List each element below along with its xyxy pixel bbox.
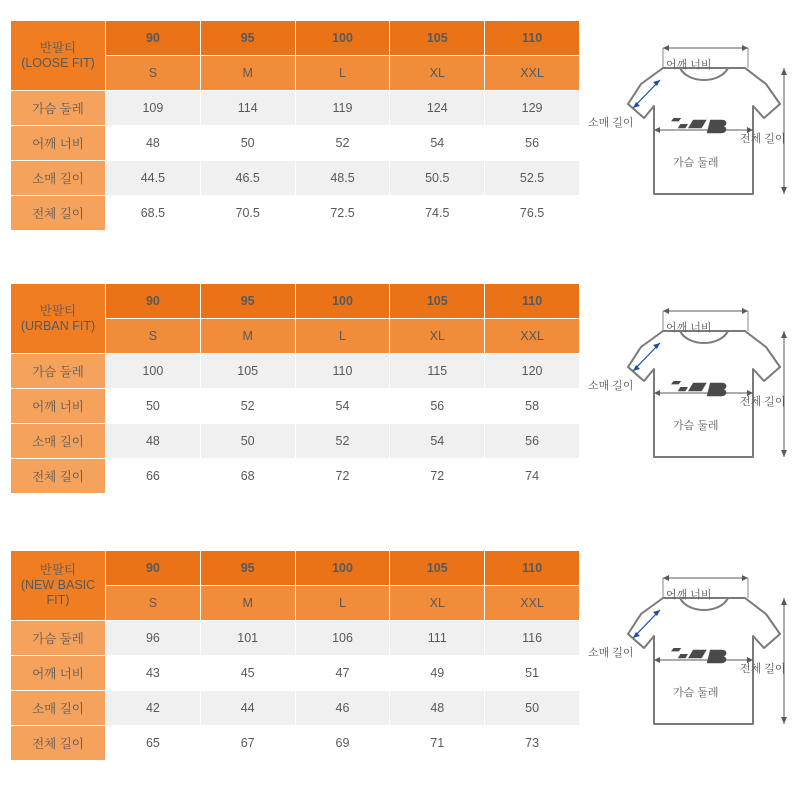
cell-shoulder-90: 48 bbox=[106, 126, 201, 161]
cell-sleeve-110: 52.5 bbox=[485, 161, 580, 196]
cell-chest-110: 116 bbox=[485, 621, 580, 656]
cell-chest-90: 100 bbox=[106, 354, 201, 389]
cell-chest-105: 111 bbox=[390, 621, 485, 656]
cell-sleeve-95: 50 bbox=[200, 424, 295, 459]
table-row bbox=[11, 424, 580, 459]
cell-shoulder-105: 56 bbox=[390, 389, 485, 424]
table-row bbox=[11, 354, 580, 389]
header-alpha-xl: XL bbox=[390, 319, 485, 354]
cell-shoulder-95: 45 bbox=[200, 656, 295, 691]
cell-sleeve-105: 50.5 bbox=[390, 161, 485, 196]
cell-sleeve-105: 48 bbox=[390, 691, 485, 726]
cell-shoulder-105: 49 bbox=[390, 656, 485, 691]
cell-total-105: 71 bbox=[390, 726, 485, 761]
header-size-95: 95 bbox=[200, 21, 295, 56]
cell-total-100: 69 bbox=[295, 726, 390, 761]
cell-sleeve-95: 44 bbox=[200, 691, 295, 726]
cell-chest-110: 120 bbox=[485, 354, 580, 389]
cell-total-90: 68.5 bbox=[106, 196, 201, 231]
fit-name-cell bbox=[11, 284, 106, 354]
diagram-label-sleeve: 소매 길이 bbox=[588, 380, 634, 392]
header-alpha-l: L bbox=[295, 586, 390, 621]
cell-total-110: 73 bbox=[485, 726, 580, 761]
header-size-110: 110 bbox=[485, 284, 580, 319]
cell-total-105: 74.5 bbox=[390, 196, 485, 231]
cell-chest-100: 106 bbox=[295, 621, 390, 656]
header-size-110: 110 bbox=[485, 21, 580, 56]
diagram-label-chest: 가슴 둘레 bbox=[673, 157, 719, 169]
cell-chest-95: 114 bbox=[200, 91, 295, 126]
cell-shoulder-100: 54 bbox=[295, 389, 390, 424]
tshirt-diagram bbox=[588, 26, 800, 251]
cell-shoulder-95: 52 bbox=[200, 389, 295, 424]
diagram-label-total: 전체 길이 bbox=[740, 133, 786, 145]
fit-name-line2: (NEW BASIC FIT) bbox=[20, 578, 96, 607]
header-size-100: 100 bbox=[295, 21, 390, 56]
row-label-chest: 가슴 둘레 bbox=[11, 621, 106, 656]
fit-name-line2: (URBAN FIT) bbox=[20, 318, 96, 333]
header-alpha-xxl: XXL bbox=[485, 56, 580, 91]
fit-name-line1: 반팔티 bbox=[39, 563, 77, 577]
diagram-label-shoulder: 어깨 너비 bbox=[666, 59, 712, 71]
diagram-label-total: 전체 길이 bbox=[740, 396, 786, 408]
row-label-chest: 가슴 둘레 bbox=[11, 91, 106, 126]
diagram-label-chest: 가슴 둘레 bbox=[673, 420, 719, 432]
cell-sleeve-110: 50 bbox=[485, 691, 580, 726]
cell-chest-105: 115 bbox=[390, 354, 485, 389]
table-row bbox=[11, 621, 580, 656]
cell-chest-100: 110 bbox=[295, 354, 390, 389]
row-label-chest: 가슴 둘레 bbox=[11, 354, 106, 389]
cell-total-100: 72 bbox=[295, 459, 390, 494]
diagram-label-total: 전체 길이 bbox=[740, 663, 786, 675]
row-label-sleeve: 소매 길이 bbox=[11, 691, 106, 726]
cell-total-95: 67 bbox=[200, 726, 295, 761]
header-alpha-s: S bbox=[106, 319, 201, 354]
header-size-105: 105 bbox=[390, 21, 485, 56]
fit-name-cell bbox=[11, 21, 106, 91]
header-size-110: 110 bbox=[485, 551, 580, 586]
fit-name-line1: 반팔티 bbox=[39, 40, 77, 55]
header-size-90: 90 bbox=[106, 284, 201, 319]
header-alpha-xl: XL bbox=[390, 56, 485, 91]
header-alpha-m: M bbox=[200, 56, 295, 91]
header-alpha-l: L bbox=[295, 56, 390, 91]
cell-chest-90: 96 bbox=[106, 621, 201, 656]
cell-shoulder-90: 43 bbox=[106, 656, 201, 691]
cell-sleeve-100: 48.5 bbox=[295, 161, 390, 196]
fit-name-line1: 반팔티 bbox=[39, 303, 77, 318]
cell-sleeve-105: 54 bbox=[390, 424, 485, 459]
cell-shoulder-100: 47 bbox=[295, 656, 390, 691]
diagram-label-shoulder: 어깨 너비 bbox=[666, 589, 712, 601]
cell-chest-100: 119 bbox=[295, 91, 390, 126]
row-label-total: 전체 길이 bbox=[11, 459, 106, 494]
table-row bbox=[11, 91, 580, 126]
header-size-90: 90 bbox=[106, 21, 201, 56]
header-alpha-m: M bbox=[200, 319, 295, 354]
diagram-label-shoulder: 어깨 너비 bbox=[666, 322, 712, 334]
size-table-urban-fit bbox=[10, 283, 580, 494]
tshirt-diagram bbox=[588, 556, 800, 781]
cell-total-90: 66 bbox=[106, 459, 201, 494]
diagram-label-sleeve: 소매 길이 bbox=[588, 117, 634, 129]
cell-chest-95: 101 bbox=[200, 621, 295, 656]
table-row bbox=[11, 691, 580, 726]
fit-name-line2: (LOOSE FIT) bbox=[21, 55, 95, 70]
row-label-shoulder: 어깨 너비 bbox=[11, 389, 106, 424]
cell-sleeve-90: 48 bbox=[106, 424, 201, 459]
cell-total-95: 68 bbox=[200, 459, 295, 494]
diagram-label-chest: 가슴 둘레 bbox=[673, 687, 719, 699]
size-block-new-basic-fit bbox=[0, 550, 800, 785]
size-block-urban-fit bbox=[0, 283, 800, 518]
header-alpha-s: S bbox=[106, 56, 201, 91]
table-row bbox=[11, 459, 580, 494]
table-header-row bbox=[11, 551, 580, 586]
cell-sleeve-100: 52 bbox=[295, 424, 390, 459]
table-row bbox=[11, 389, 580, 424]
header-size-95: 95 bbox=[200, 284, 295, 319]
cell-shoulder-100: 52 bbox=[295, 126, 390, 161]
table-row bbox=[11, 161, 580, 196]
cell-chest-95: 105 bbox=[200, 354, 295, 389]
cell-total-90: 65 bbox=[106, 726, 201, 761]
row-label-shoulder: 어깨 너비 bbox=[11, 656, 106, 691]
cell-chest-90: 109 bbox=[106, 91, 201, 126]
table-row bbox=[11, 196, 580, 231]
table-header-row bbox=[11, 21, 580, 56]
header-size-95: 95 bbox=[200, 551, 295, 586]
size-table-loose-fit bbox=[10, 20, 580, 231]
cell-sleeve-110: 56 bbox=[485, 424, 580, 459]
cell-shoulder-105: 54 bbox=[390, 126, 485, 161]
header-size-100: 100 bbox=[295, 284, 390, 319]
cell-sleeve-100: 46 bbox=[295, 691, 390, 726]
row-label-sleeve: 소매 길이 bbox=[11, 424, 106, 459]
diagram-label-sleeve: 소매 길이 bbox=[588, 647, 634, 659]
size-block-loose-fit bbox=[0, 20, 800, 255]
header-alpha-xl: XL bbox=[390, 586, 485, 621]
table-row bbox=[11, 726, 580, 761]
row-label-total: 전체 길이 bbox=[11, 196, 106, 231]
header-size-90: 90 bbox=[106, 551, 201, 586]
cell-shoulder-90: 50 bbox=[106, 389, 201, 424]
table-row bbox=[11, 656, 580, 691]
row-label-sleeve: 소매 길이 bbox=[11, 161, 106, 196]
header-size-100: 100 bbox=[295, 551, 390, 586]
table-header-row bbox=[11, 284, 580, 319]
cell-shoulder-95: 50 bbox=[200, 126, 295, 161]
row-label-shoulder: 어깨 너비 bbox=[11, 126, 106, 161]
table-row bbox=[11, 126, 580, 161]
cell-chest-105: 124 bbox=[390, 91, 485, 126]
cell-total-105: 72 bbox=[390, 459, 485, 494]
header-alpha-l: L bbox=[295, 319, 390, 354]
header-size-105: 105 bbox=[390, 551, 485, 586]
cell-total-100: 72.5 bbox=[295, 196, 390, 231]
size-table-new-basic-fit bbox=[10, 550, 580, 761]
row-label-total: 전체 길이 bbox=[11, 726, 106, 761]
cell-total-110: 74 bbox=[485, 459, 580, 494]
cell-sleeve-90: 44.5 bbox=[106, 161, 201, 196]
header-size-105: 105 bbox=[390, 284, 485, 319]
cell-shoulder-110: 56 bbox=[485, 126, 580, 161]
tshirt-diagram bbox=[588, 289, 800, 514]
cell-shoulder-110: 58 bbox=[485, 389, 580, 424]
header-alpha-xxl: XXL bbox=[485, 319, 580, 354]
cell-sleeve-95: 46.5 bbox=[200, 161, 295, 196]
cell-shoulder-110: 51 bbox=[485, 656, 580, 691]
cell-sleeve-90: 42 bbox=[106, 691, 201, 726]
cell-total-95: 70.5 bbox=[200, 196, 295, 231]
cell-chest-110: 129 bbox=[485, 91, 580, 126]
fit-name-cell bbox=[11, 551, 106, 621]
cell-total-110: 76.5 bbox=[485, 196, 580, 231]
header-alpha-s: S bbox=[106, 586, 201, 621]
header-alpha-m: M bbox=[200, 586, 295, 621]
header-alpha-xxl: XXL bbox=[485, 586, 580, 621]
